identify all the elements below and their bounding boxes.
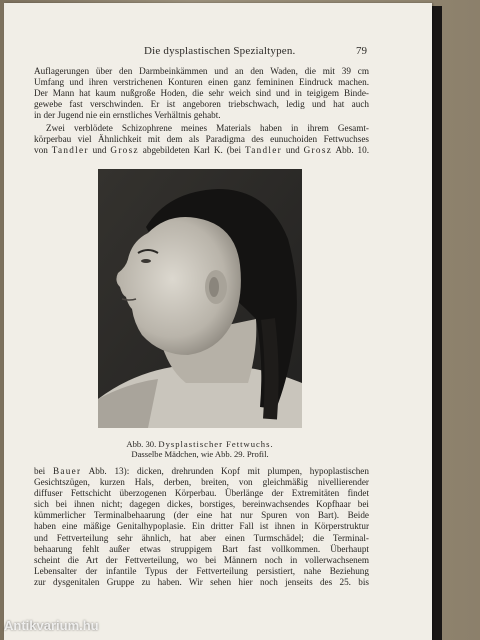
book-page	[4, 3, 432, 640]
text-line: scheint die Art der Fettverteilung, wo bei Männern noch in vollerwachsenem	[34, 554, 369, 565]
text-line: körperbau viel Ähnlichkeit mit dem als Paradigma des eunuchoiden Fettwuchses	[34, 134, 369, 145]
text-line: behaarung fehlt außer etwas struppigem Bart fast vollkommen. Überhaupt	[34, 543, 369, 554]
figure-caption	[98, 439, 302, 459]
text-line: gewebe fast verschwinden. Er ist angeboren triebschwach, ledig und hat auch	[34, 99, 369, 110]
text-line: kümmerlicher Terminalbehaarung (der eine hat nur Spuren von Bart). Beide	[34, 510, 369, 521]
running-header-title: Die dysplastischen Spezialtypen.	[144, 45, 296, 57]
text-line: von Tandler und Grosz abgebildeten Karl K. (bei Tandler und Grosz Abb. 10.	[34, 145, 369, 156]
text-line: Auflagerungen über den Darmbeinkämmen und an den Waden, die mit 39 cm	[34, 66, 369, 76]
author-name: Tandler	[244, 145, 282, 156]
text-line: haben eine mäßige Genitalhypoplasie. Ein dritter Fall ist ihnen in Körperstruktur	[34, 521, 369, 532]
page-number: 79	[356, 45, 367, 57]
author-name: Tandler	[51, 145, 89, 156]
caption-figure-label: Abb. 30.	[126, 439, 157, 449]
profile-portrait-figure	[98, 169, 302, 428]
caption-line-1	[98, 439, 302, 449]
text-line: diffuser Fettschicht überzogenen Körperbau. Überlänge der Extremitäten findet	[34, 488, 369, 499]
text-line: zur dysgenitalen Gruppe zu haben. Wir sehen hier noch jenseits des 25. bis	[34, 576, 369, 587]
caption-line-2: Dasselbe Mädchen, wie Abb. 29. Profil.	[131, 449, 269, 459]
author-name: Bauer	[52, 466, 82, 476]
text-line: in der Jugend nie ein ernstliches Verhältnis gehabt.	[34, 110, 221, 121]
author-name: Grosz	[303, 145, 333, 156]
paragraph-3	[34, 466, 369, 588]
text-line: und Fettverteilung sehr ähnlich, hat aber einen Turmschädel; die Terminal-	[34, 532, 369, 543]
text-line: Zwei verblödete Schizophrene meines Materials haben in ihrem Gesamt-	[46, 123, 369, 133]
text-line: bei Bauer Abb. 13): dicken, drehrunden Kopf mit plumpen, hypoplastischen	[34, 466, 369, 476]
paragraph-1	[34, 66, 369, 121]
text-line: sich bei ihnen nicht; dagegen dickes, borstiges, bereinwachsendes Kopfhaar bei	[34, 499, 369, 510]
caption-title: Dysplastischer Fettwuchs.	[158, 439, 274, 449]
watermark-logo: Antikvarium.hu	[4, 618, 99, 633]
portrait-photo	[98, 169, 302, 428]
text-line: Umfang und ihren verstrichenen Konturen einen ganz femininen Eindruck machen.	[34, 77, 369, 88]
paragraph-2	[34, 123, 369, 156]
text-line: Lebensalter der infantile Typus der Fettverteilung persistiert, nahe Beziehung	[34, 565, 369, 576]
text-line: Der Mann hat kaum nußgroße Hoden, die sehr weich sind und in teigigem Binde-	[34, 88, 369, 99]
author-name: Grosz	[110, 145, 139, 156]
text-line: Gesichtszügen, kurzen Hals, derben, breiten, von gleichmäßig nivellierender	[34, 477, 369, 488]
